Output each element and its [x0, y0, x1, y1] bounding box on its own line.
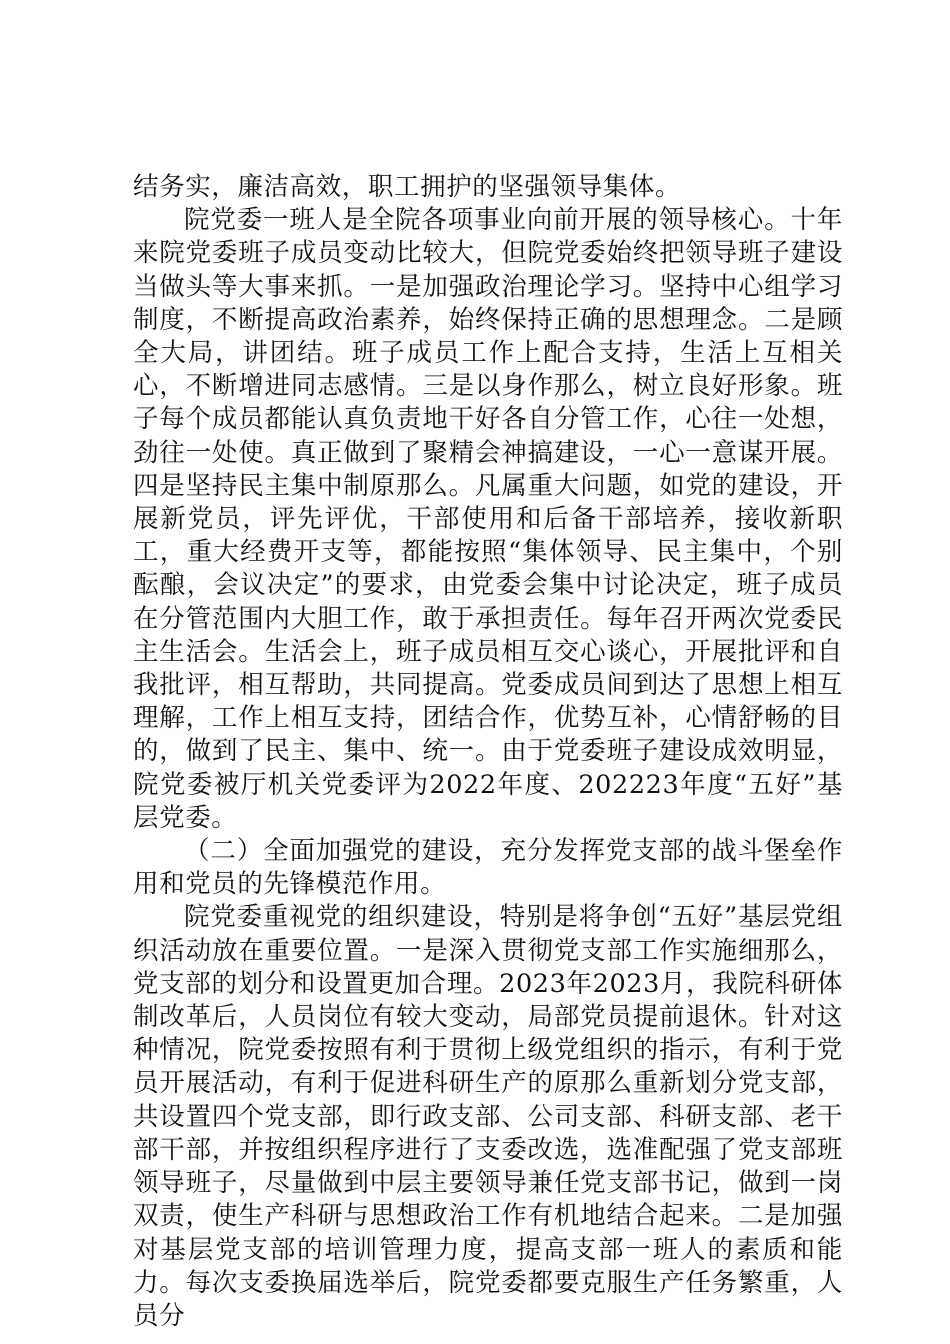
- document-body: [133, 171, 843, 1333]
- paragraph-leadership-core: 院党委一班人是全院各项事业向前开展的领导核心。十年来院党委班子成员变动比较大，但院党委始终把领导班子建设当做头等大事来抓。一是加强政治理论学习。坚持中心组学习制度，不断提高政治素养，始终保持正确的思想理念。二是顾全大局，讲团结。班子成员工作上配合支持，生活上互相关心，不断增进同志感情。三是以身作那么，树立良好形象。班子每个成员都能认真负责地干好各自分管工作，心往一处想，劲往一处使。真正做到了聚精会神搞建设，一心一意谋开展。四是坚持民主集中制原那么。凡属重大问题，如党的建设，开展新党员，评先评优，干部使用和后备干部培养，接收新职工，重大经费开支等，都能按照“集体领导、民主集中，个别酝酿，会议决定”的要求，由党委会集中讨论决定，班子成员在分管范围内大胆工作，敢于承担责任。每年召开两次党委民主生活会。生活会上，班子成员相互交心谈心，开展批评和自我批评，相互帮助，共同提高。党委成员间到达了思想上相互理解，工作上相互支持，团结合作，优势互补，心情舒畅的目的，做到了民主、集中、统一。由于党委班子建设成效明显，院党委被厅机关党委评为2022年度、202223年度“五好”基层党委。: [133, 205, 843, 833]
- paragraph-organization-building: 院党委重视党的组织建设，特别是将争创“五好”基层党组织活动放在重要位置。一是深入贯彻党支部工作实施细那么，党支部的划分和设置更加合理。2023年2023月，我院科研体制改革后，人员岗位有较大变动，局部党员提前退休。针对这种情况，院党委按照有利于贯彻上级党组织的指示，有利于党员开展活动，有利于促进科研生产的原那么重新划分党支部，共设置四个党支部，即行政支部、公司支部、科研支部、老干部干部，并按组织程序进行了支委改选，选准配强了党支部班领导班子，尽量做到中层主要领导兼任党支部书记，做到一岗双责，使生产科研与思想政治工作有机地结合起来。二是加强对基层党支部的培训管理力度，提高支部一班人的素质和能力。每次支委换届选举后，院党委都要克服生产任务繁重，人员分: [133, 902, 843, 1331]
- section-heading-party-building: （二）全面加强党的建设，充分发挥党支部的战斗堡垒作用和党员的先锋模范作用。: [133, 836, 843, 900]
- paragraph-continuation: 结务实，廉洁高效，职工拥护的坚强领导集体。: [133, 172, 682, 202]
